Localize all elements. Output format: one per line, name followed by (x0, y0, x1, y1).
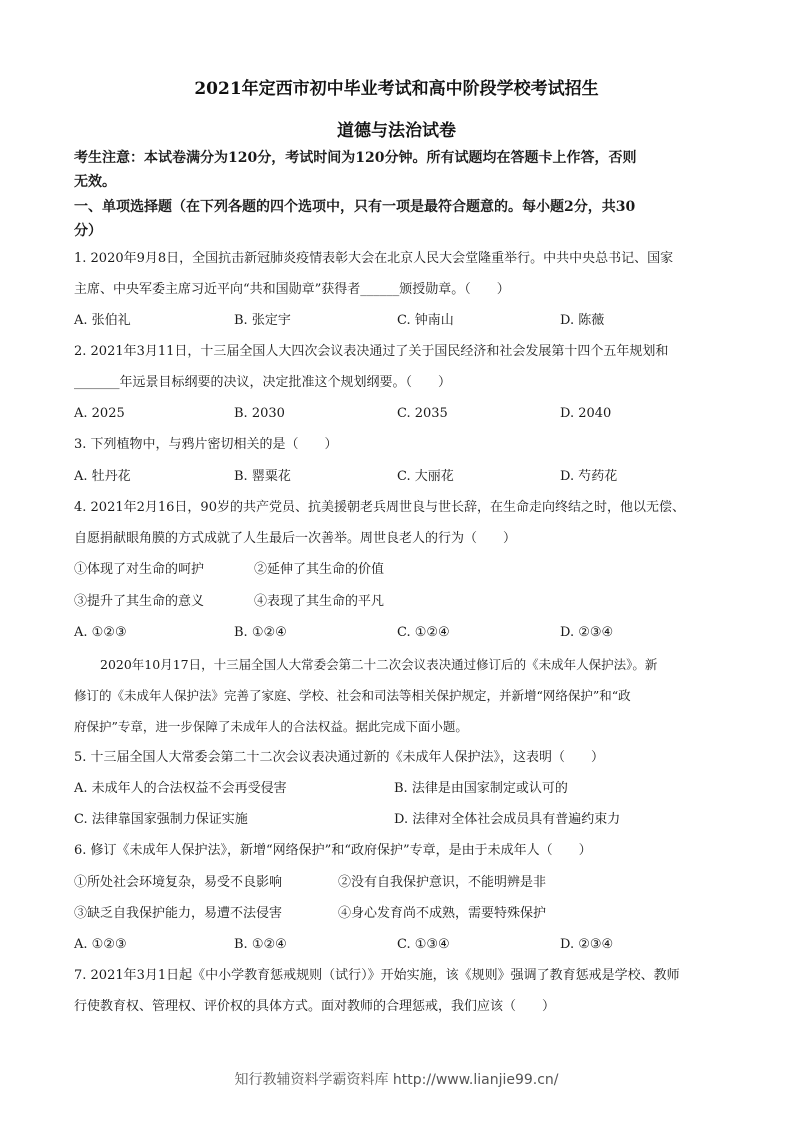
footer-watermark: 知行教辅资料学霸资料库 http://www.lianjie99.cn/ (234, 1072, 559, 1088)
option-d: D. 陈薇 (560, 313, 605, 328)
notice-line-1: 考生注意：本试卷满分为120分，考试时间为120分钟。所有试题均在答题卡上作答，否则 (74, 150, 637, 166)
option-c: C. 钟南山 (397, 313, 454, 328)
statement-2: ②延伸了其生命的价值 (254, 562, 385, 577)
option-c: C. ①③④ (397, 937, 450, 952)
option-d: D. ②③④ (560, 625, 614, 640)
option-b: B. 2030 (234, 406, 285, 421)
option-b: B. ①②④ (234, 625, 287, 640)
option-b: B. 罂粟花 (234, 469, 291, 484)
option-a: A. ①②③ (74, 625, 127, 640)
question-4-line-1: 4. 2021年2月16日，90岁的共产党员、抗美援朝老兵周世良与世长辞，在生命走向终结之时，他以无偿、 (74, 500, 685, 515)
question-1-line-1: 1. 2020年9月8日，全国抗击新冠肺炎疫情表彰大会在北京人民大会堂隆重举行。中共中央总书记、国家 (74, 251, 674, 266)
question-3-options (74, 468, 724, 486)
exam-subject-title: 道德与法治试卷 (337, 121, 456, 141)
exam-title: 2021年定西市初中毕业考试和高中阶段学校考试招生 (194, 79, 599, 99)
question-5-line-1: 5. 十三届全国人大常委会第二十二次会议表决通过新的《未成年人保护法》，这表明（ ） (74, 750, 605, 765)
question-4-line-2: 自愿捐献眼角膜的方式成就了人生最后一次善举。周世良老人的行为（ ） (74, 531, 517, 546)
question-2-line-1: 2. 2021年3月11日，十三届全国人大四次会议表决通过了关于国民经济和社会发展第十四个五年规划和 (74, 344, 669, 359)
statement-3: ③提升了其生命的意义 (74, 594, 205, 609)
option-a: A. 2025 (74, 406, 125, 421)
option-b: B. 法律是由国家制定或认可的 (394, 781, 568, 796)
option-d: D. 2040 (560, 406, 612, 421)
question-6-statements-row-2 (74, 905, 724, 923)
option-c: C. 2035 (397, 406, 448, 421)
section-heading-line-2: 分） (74, 223, 102, 239)
notice-line-2: 无效。 (74, 174, 116, 190)
question-3-line-1: 3. 下列植物中，与鸦片密切相关的是（ ） (74, 437, 338, 452)
option-c: C. 法律靠国家强制力保证实施 (74, 812, 248, 827)
question-5-options-row-2 (74, 811, 724, 829)
question-7-line-1: 7. 2021年3月1日起《中小学教育惩戒规则（试行）》开始实施，该《规则》强调了教育惩戒是学校、教师 (74, 968, 680, 983)
option-d: D. 法律对全体社会成员具有普遍约束力 (394, 812, 621, 827)
option-a: A. 牡丹花 (74, 469, 131, 484)
material-line-3: 府保护”专章，进一步保障了未成年人的合法权益。据此完成下面小题。 (74, 719, 468, 734)
material-line-2: 修订的《未成年人保护法》完善了家庭、学校、社会和司法等相关保护规定，并新增“网络保护”和“政 (74, 688, 631, 703)
question-4-options (74, 624, 724, 642)
section-heading-line-1: 一、单项选择题（在下列各题的四个选项中，只有一项是最符合题意的。每小题2分，共30 (74, 199, 636, 215)
question-6-options (74, 936, 724, 954)
question-2-options (74, 405, 724, 423)
question-1-options (74, 312, 724, 330)
option-c: C. 大丽花 (397, 469, 454, 484)
question-1-line-2: 主席、中央军委主席习近平向“共和国勋章”获得者______颁授勋章。（ ） (74, 282, 510, 297)
question-4-statements-row-2 (74, 593, 724, 611)
option-a: A. ①②③ (74, 937, 127, 952)
statement-3: ③缺乏自我保护能力，易遭不法侵害 (74, 906, 283, 921)
statement-4: ④表现了其生命的平凡 (254, 594, 385, 609)
option-c: C. ①②④ (397, 625, 450, 640)
question-7-line-2: 行使教育权、管理权、评价权的具体方式。面对教师的合理惩戒，我们应该（ ） (74, 999, 556, 1014)
statement-2: ②没有自我保护意识，不能明辨是非 (338, 875, 547, 890)
option-a: A. 张伯礼 (74, 313, 131, 328)
option-d: D. 芍药花 (560, 469, 618, 484)
statement-1: ①所处社会环境复杂，易受不良影响 (74, 875, 283, 890)
statement-4: ④身心发育尚不成熟，需要特殊保护 (338, 906, 547, 921)
question-4-statements-row-1 (74, 561, 724, 579)
option-d: D. ②③④ (560, 937, 614, 952)
option-a: A. 未成年人的合法权益不会再受侵害 (74, 781, 287, 796)
statement-1: ①体现了对生命的呵护 (74, 562, 205, 577)
question-2-line-2: _______年远景目标纲要的决议，决定批准这个规划纲要。（ ） (74, 375, 452, 390)
question-6-statements-row-1 (74, 874, 724, 892)
material-line-1: 2020年10月17日，十三届全国人大常委会第二十二次会议表决通过修订后的《未成年人保护法》。新 (100, 657, 658, 672)
option-b: B. ①②④ (234, 937, 287, 952)
question-6-line-1: 6. 修订《未成年人保护法》，新增“网络保护”和“政府保护”专章，是由于未成年人（ ） (74, 843, 592, 858)
question-5-options-row-1 (74, 780, 724, 798)
option-b: B. 张定宇 (234, 313, 291, 328)
